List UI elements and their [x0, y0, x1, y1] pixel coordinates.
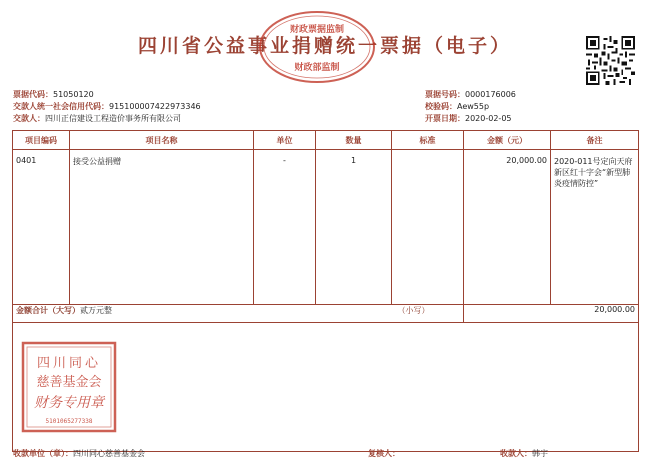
row-note: 2020-011号定向天府新区红十字会“新型肺炎疫情防控” — [551, 150, 639, 305]
receiver-unit-value: 四川同心慈善基金会 — [73, 449, 145, 458]
reviewer-label: 复核人： — [368, 449, 400, 458]
issue-date-value: 2020-02-05 — [465, 114, 512, 123]
payer-credit-code — [13, 101, 201, 112]
header-unit: 单位 — [254, 131, 316, 150]
payee-value: 韩宇 — [532, 449, 548, 458]
invoice-number-label: 票据号码： — [425, 90, 465, 99]
issue-date-label: 开票日期： — [425, 114, 465, 123]
payer — [13, 113, 181, 124]
row-item-code: 0401 — [13, 150, 70, 305]
total-words-cell — [13, 305, 464, 323]
check-code-value: Aew55p — [457, 102, 490, 111]
total-small-label: （小写） — [397, 306, 430, 315]
header-standard: 标准 — [392, 131, 464, 150]
finance-stamp-icon — [21, 341, 117, 433]
row-item-name: 接受公益捐赠 — [70, 150, 254, 305]
seal-text-top: 财政票据监制 — [289, 25, 345, 35]
qr-code-icon[interactable] — [586, 36, 635, 85]
check-code-label: 校验码： — [425, 102, 457, 111]
table-row — [13, 150, 639, 305]
seal-text-bottom: 财政部监制 — [294, 63, 340, 73]
header-item-code: 项目编码 — [13, 131, 70, 150]
receiver-unit-label: 收款单位（章）： — [13, 449, 73, 458]
stamp-line-2: 慈善基金会 — [36, 375, 102, 390]
payee-label: 收款人： — [500, 449, 532, 458]
total-row — [13, 305, 639, 323]
invoice-code-value: 51050120 — [53, 90, 94, 99]
header-amount: 金额（元） — [464, 131, 551, 150]
header-note: 备注 — [551, 131, 639, 150]
invoice-code — [13, 89, 94, 100]
payer-label: 交款人： — [13, 114, 45, 123]
receipt-table — [12, 130, 639, 452]
row-amount: 20,000.00 — [464, 150, 551, 305]
stamp-row — [13, 323, 639, 452]
header-item-name: 项目名称 — [70, 131, 254, 150]
issue-date — [425, 113, 512, 124]
total-words-label: 金额合计（大写） — [16, 306, 80, 315]
stamp-number: 5101065277338 — [45, 418, 93, 425]
payer-value: 四川正信建设工程造价事务所有限公司 — [45, 114, 181, 123]
invoice-number-value: 0000176006 — [465, 90, 516, 99]
payer-credit-code-value: 915100007422973346 — [109, 102, 201, 111]
total-number: 20,000.00 — [464, 305, 639, 323]
receipt-title: 四川省公益事业捐赠统一票据（电子） — [137, 35, 512, 57]
invoice-code-label: 票据代码： — [13, 90, 53, 99]
check-code — [425, 101, 489, 112]
total-words-value: 贰万元整 — [80, 306, 112, 315]
row-quantity: 1 — [316, 150, 392, 305]
table-header-row — [13, 131, 639, 150]
stamp-area — [13, 323, 639, 452]
stamp-line-3: 财务专用章 — [34, 395, 104, 411]
invoice-number — [425, 89, 516, 100]
payer-credit-code-label: 交款人统一社会信用代码： — [13, 102, 109, 111]
row-standard — [392, 150, 464, 305]
reviewer — [368, 448, 400, 459]
receiver-unit — [13, 448, 145, 459]
row-unit: - — [254, 150, 316, 305]
payee — [500, 448, 548, 459]
header-quantity: 数量 — [316, 131, 392, 150]
official-seal-icon — [258, 10, 376, 84]
stamp-line-1: 四川同心 — [36, 356, 102, 371]
